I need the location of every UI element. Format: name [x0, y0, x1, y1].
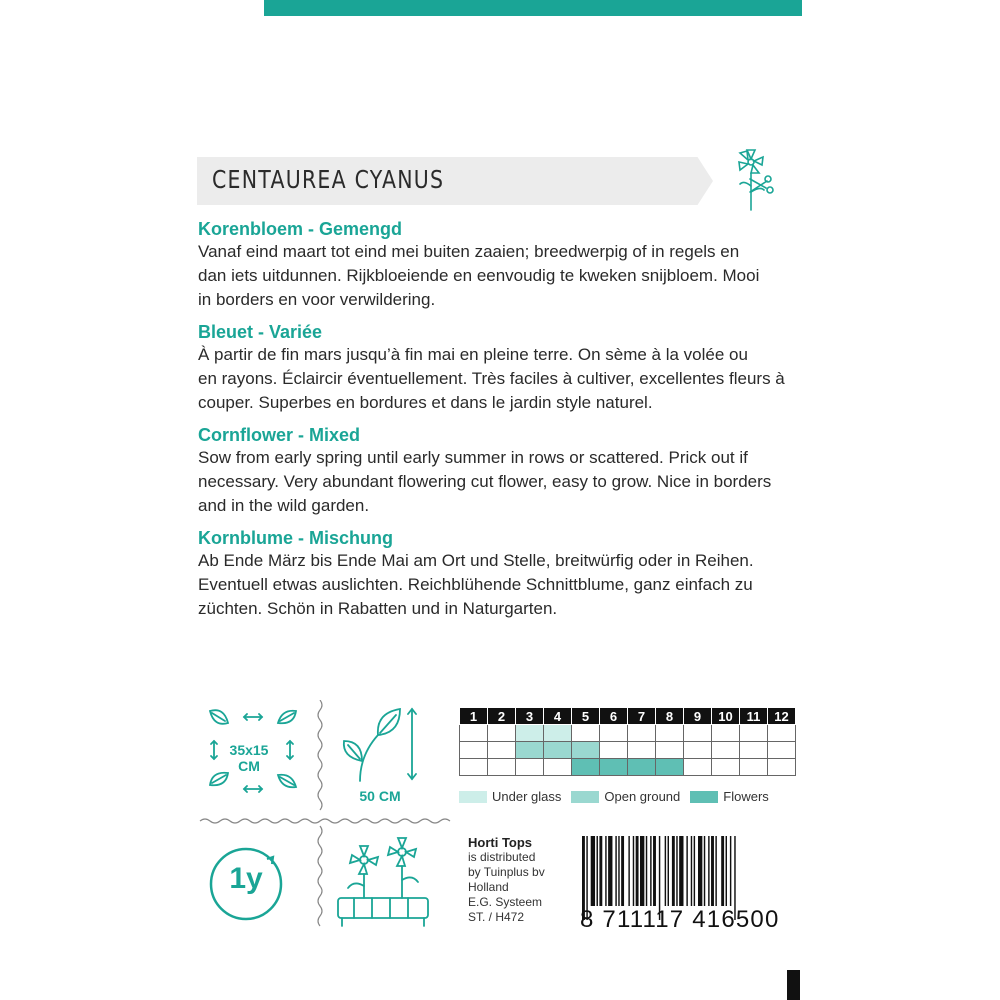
body-line: in borders en voor verwildering. [198, 290, 436, 309]
barcode-bar [711, 836, 714, 906]
section-de [198, 527, 810, 621]
description-sections [198, 218, 810, 630]
legend-label: Open ground [604, 789, 681, 804]
barcode-bar [621, 836, 624, 906]
barcode-bar [591, 836, 595, 906]
calendar-cell [544, 725, 572, 742]
barcode-bar [708, 836, 709, 906]
section-fr [198, 321, 810, 415]
body-line: and in the wild garden. [198, 496, 370, 515]
section-heading: Korenbloem - Gemengd [198, 219, 403, 239]
legend-swatch [571, 791, 599, 803]
barcode-bar [679, 836, 683, 906]
month-11: 11 [740, 708, 768, 725]
barcode-bar [726, 836, 727, 906]
brand-name: Horti Tops [468, 835, 533, 850]
calendar-cell [628, 742, 656, 759]
barcode-bar [686, 836, 687, 906]
body-line: Sow from early spring until early summer in rows or scattered. Prick out if [198, 448, 748, 467]
calendar-cell [516, 742, 544, 759]
calendar-cell [600, 725, 628, 742]
calendar-header-row [460, 708, 796, 725]
calendar-cell [656, 725, 684, 742]
calendar-row-flowers [460, 759, 796, 776]
barcode-bar [672, 836, 675, 906]
month-10: 10 [712, 708, 740, 725]
barcode-bar [599, 836, 602, 906]
spacing-value [224, 742, 274, 774]
flower-scissors-icon [730, 146, 776, 212]
distributor-line: by Tuinplus bv [468, 865, 545, 879]
legend-open-ground [571, 789, 680, 804]
spacing-line: CM [238, 758, 260, 774]
barcode-digits: 8 711117 416500 [580, 906, 780, 933]
calendar-cell [740, 742, 768, 759]
top-accent-bar [264, 0, 802, 16]
calendar-cell [460, 725, 488, 742]
legend-swatch [690, 791, 718, 803]
legend-flowers [690, 789, 769, 804]
month-5: 5 [572, 708, 600, 725]
barcode-bar [618, 836, 619, 906]
spacing-line: 35x15 [229, 742, 269, 758]
calendar-cell [572, 759, 600, 776]
body-line: necessary. Very abundant flowering cut flower, easy to grow. Nice in borders [198, 472, 772, 491]
calendar-table [459, 707, 796, 776]
barcode-bar [730, 836, 731, 906]
section-heading: Kornblume - Mischung [198, 528, 393, 548]
barcode-bar [653, 836, 656, 906]
barcode-bar [704, 836, 705, 906]
body-line: Ab Ende März bis Ende Mai am Ort und Stelle, breitwürfig oder in Reihen. [198, 551, 754, 570]
body-line: À partir de fin mars jusqu’à fin mai en pleine terre. On sème à la volée ou [198, 345, 748, 364]
barcode-bar [646, 836, 647, 906]
section-body [198, 343, 810, 415]
lifecycle-label: 1y [229, 862, 263, 895]
distributor-line: ST. / H472 [468, 910, 525, 924]
month-9: 9 [684, 708, 712, 725]
bottom-registration-mark [787, 970, 800, 1000]
barcode-bar [715, 836, 716, 906]
calendar-cell [600, 742, 628, 759]
barcode-bar [698, 836, 702, 906]
month-8: 8 [656, 708, 684, 725]
section-heading: Cornflower - Mixed [198, 425, 361, 445]
barcode-bar [676, 836, 677, 906]
month-12: 12 [768, 708, 796, 725]
seedling-height-icon [338, 705, 428, 785]
distributor-line: is distributed [468, 850, 536, 864]
height-value: 50 CM [359, 788, 401, 804]
body-line: Vanaf eind maart tot eind mei buiten zaaien; breedwerpig of in regels en [198, 242, 740, 261]
distributor-info [468, 835, 545, 925]
barcode-bar [691, 836, 692, 906]
barcode-bar [694, 836, 695, 906]
calendar-cell [740, 759, 768, 776]
distributor-line: E.G. Systeem [468, 895, 543, 909]
distributor-line: Holland [468, 880, 509, 894]
body-line: züchten. Schön in Rabatten und in Naturgarten. [198, 599, 558, 618]
calendar-cell [572, 725, 600, 742]
calendar-cell [544, 759, 572, 776]
barcode-bar [633, 836, 634, 906]
barcode-bar [597, 836, 598, 906]
barcode-bar [628, 836, 629, 906]
barcode-bar [605, 836, 606, 906]
body-line: en rayons. Éclaircir éventuellement. Très faciles à cultiver, excellentes fleurs à [198, 369, 785, 388]
calendar-cell [768, 742, 796, 759]
month-1: 1 [460, 708, 488, 725]
section-heading: Bleuet - Variée [198, 322, 323, 342]
calendar-cell [460, 742, 488, 759]
calendar-cell [768, 759, 796, 776]
calendar-row-open-ground [460, 742, 796, 759]
barcode-bar [650, 836, 651, 906]
calendar-cell [684, 742, 712, 759]
sowing-calendar [459, 707, 796, 776]
barcode-bar [721, 836, 724, 906]
barcode-bar [615, 836, 616, 906]
calendar-cell [516, 725, 544, 742]
calendar-cell [684, 725, 712, 742]
section-body [198, 240, 810, 312]
body-line: Eventuell etwas auslichten. Reichblühende Schnittblume, ganz einfach zu [198, 575, 753, 594]
calendar-cell [460, 759, 488, 776]
calendar-cell [740, 725, 768, 742]
barcode-bar [608, 836, 612, 906]
calendar-cell [628, 725, 656, 742]
calendar-cell [768, 725, 796, 742]
calendar-cell [684, 759, 712, 776]
calendar-cell [544, 742, 572, 759]
calendar-cell [488, 725, 516, 742]
month-7: 7 [628, 708, 656, 725]
calendar-cell [488, 742, 516, 759]
body-line: dan iets uitdunnen. Rijkbloeiende en eenvoudig te kweken snijbloem. Mooi [198, 266, 760, 285]
calendar-cell [656, 742, 684, 759]
calendar-cell [488, 759, 516, 776]
calendar-cell [712, 742, 740, 759]
planter-flowers-icon [332, 832, 436, 932]
legend-label: Flowers [723, 789, 769, 804]
section-nl [198, 218, 810, 312]
calendar-cell [712, 759, 740, 776]
section-body [198, 549, 810, 621]
calendar-row-under-glass [460, 725, 796, 742]
body-line: couper. Superbes en bordures et dans le jardin style naturel. [198, 393, 653, 412]
calendar-cell [516, 759, 544, 776]
month-2: 2 [488, 708, 516, 725]
calendar-legend [459, 789, 779, 804]
section-body [198, 446, 810, 518]
calendar-cell [712, 725, 740, 742]
barcode-bar [668, 836, 669, 906]
species-title: CENTAUREA CYANUS [212, 165, 445, 194]
legend-swatch [459, 791, 487, 803]
calendar-cell [656, 759, 684, 776]
section-en [198, 424, 810, 518]
calendar-cell [572, 742, 600, 759]
barcode-bar [640, 836, 644, 906]
month-6: 6 [600, 708, 628, 725]
calendar-cell [600, 759, 628, 776]
calendar-cell [628, 759, 656, 776]
legend-under-glass [459, 789, 561, 804]
barcode-bar [665, 836, 666, 906]
legend-label: Under glass [492, 789, 562, 804]
barcode-bar [636, 836, 639, 906]
month-4: 4 [544, 708, 572, 725]
month-3: 3 [516, 708, 544, 725]
